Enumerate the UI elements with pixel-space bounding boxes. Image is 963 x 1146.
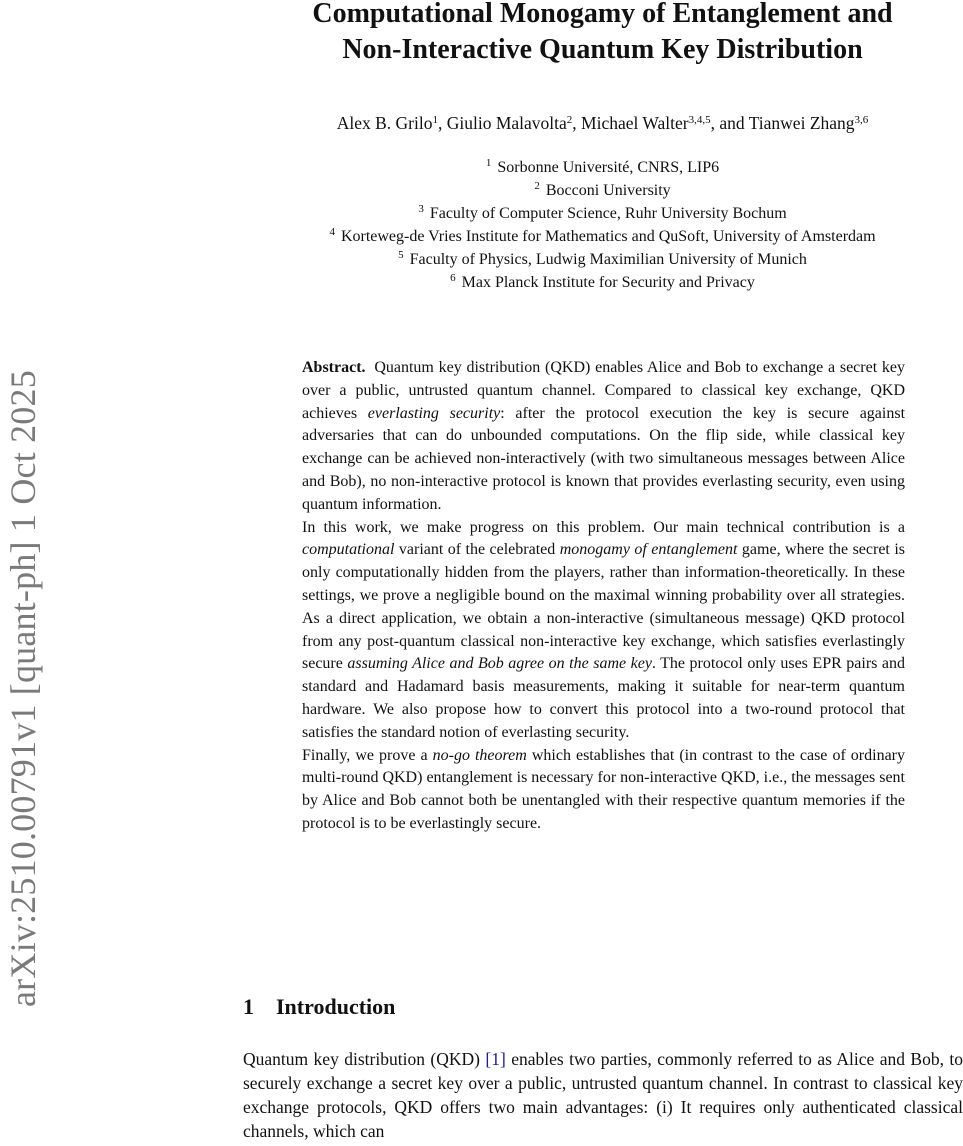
affiliation-item — [242, 156, 963, 179]
citation-link[interactable]: [1] — [485, 1049, 506, 1069]
affiliation-text: Faculty of Computer Science, Ruhr University Bochum — [429, 205, 787, 222]
abstract-emphasis: monogamy of entanglement — [559, 541, 738, 559]
abstract-emphasis: computational — [302, 541, 395, 559]
section-title: Introduction — [276, 994, 396, 1019]
intro-text: enables two parties, commonly referred to as Alice and Bob, to securely exchange a secret key over a public, untrusted quantum channel. In contrast to classical key exchange protocols, QKD offers two main advantages: (i) It requires only authenticated classical channels, which can — [243, 1049, 963, 1141]
affiliation-number: 6 — [450, 272, 456, 284]
affiliation-number: 1 — [485, 157, 492, 169]
abstract-text: Finally, we prove a — [302, 746, 433, 764]
abstract-text: : after the protocol execution the key is secure against adversaries that can do unbounded computations. On the flip side, while classical key exchange can be achieved non-interactively (with two simultaneous messages between Alice and Bob), no non-interactive protocol is known that provides everlasting security, even using quantum information. — [302, 404, 906, 513]
abstract-text: game, where the secret is only computationally hidden from the players, rather than information-theoretically. In these settings, we prove a negligible bound on the maximal winning probability over all strategies. As a direct application, we obtain a non-interactive (simultaneous message) QKD protocol from any post-quantum classical non-interactive key exchange, which satisfies everlastingly secure — [302, 541, 905, 673]
abstract-text: . The protocol only uses EPR pairs and standard and Hadamard basis measurements, making it suitable for near-term quantum hardware. We also propose how to convert this protocol into a two-round protocol that satisfies the standard notion of everlasting security. — [302, 655, 906, 741]
abstract-text: which establishes that (in contrast to the case of ordinary multi-round QKD) entanglement is necessary for non-interactive QKD, i.e., the messages sent by Alice and Bob cannot both be unentangled with their respective quantum memories if the protocol is to be everlastingly secure. — [302, 746, 906, 832]
affiliation-item — [242, 179, 963, 202]
affiliation-text: Korteweg-de Vries Institute for Mathematics and QuSoft, University of Amsterdam — [340, 228, 876, 245]
author-affiliation-mark: 3,6 — [854, 114, 869, 126]
title-line-1: Computational Monogamy of Entanglement and — [312, 0, 893, 29]
author-name: Michael Walter — [581, 113, 689, 133]
affiliation-number: 2 — [534, 180, 540, 192]
intro-text: Quantum key distribution (QKD) — [243, 1049, 486, 1069]
author-separator: , — [437, 113, 447, 133]
paper-title — [242, 0, 963, 68]
abstract-paragraph-2 — [302, 517, 905, 745]
affiliation-text: Faculty of Physics, Ludwig Maximilian University of Munich — [409, 251, 807, 268]
abstract-text: In this work, we make progress on this problem. Our main technical contribution is a — [302, 518, 905, 536]
author-affiliation-mark: 1 — [432, 114, 438, 126]
section-heading-introduction — [243, 992, 395, 1022]
author-affiliation-mark: 3,4,5 — [688, 114, 711, 126]
affiliation-text: Bocconi University — [545, 182, 671, 199]
abstract-emphasis: assuming Alice and Bob agree on the same key — [347, 655, 652, 673]
affiliation-item — [242, 271, 963, 294]
author-name: Giulio Malavolta — [446, 113, 567, 133]
author-separator: , — [572, 113, 582, 133]
author-affiliation-mark: 2 — [566, 114, 573, 126]
arxiv-identifier-stamp: arXiv:2510.00791v1 [quant-ph] 1 Oct 2025 — [3, 370, 43, 1007]
affiliation-list — [242, 156, 963, 294]
author-name: Tianwei Zhang — [748, 113, 855, 133]
title-line-2: Non-Interactive Quantum Key Distribution — [342, 34, 863, 65]
abstract — [302, 357, 905, 836]
affiliation-item — [242, 225, 963, 248]
abstract-paragraph-1 — [302, 357, 905, 517]
affiliation-text: Sorbonne Université, CNRS, LIP6 — [497, 159, 720, 176]
affiliation-item — [242, 248, 963, 271]
affiliation-number: 3 — [418, 203, 424, 215]
section-number: 1 — [243, 994, 254, 1019]
author-separator: , and — [710, 113, 749, 133]
affiliation-text: Max Planck Institute for Security and Privacy — [461, 274, 755, 291]
abstract-label: Abstract. — [302, 359, 366, 376]
affiliation-item — [242, 202, 963, 225]
abstract-text: Quantum key distribution (QKD) enables Alice and Bob to exchange a secret key over a public, untrusted quantum channel. Compared to classical key exchange, QKD achieves — [302, 359, 906, 422]
affiliation-number: 5 — [398, 249, 404, 261]
affiliation-number: 4 — [329, 226, 335, 238]
author-list — [242, 112, 963, 134]
introduction-paragraph — [243, 1047, 963, 1143]
abstract-paragraph-3 — [302, 745, 905, 836]
abstract-emphasis: everlasting security — [367, 404, 501, 422]
abstract-text: variant of the celebrated — [394, 541, 560, 559]
abstract-emphasis: no-go theorem — [432, 746, 527, 764]
author-name: Alex B. Grilo — [336, 113, 433, 133]
